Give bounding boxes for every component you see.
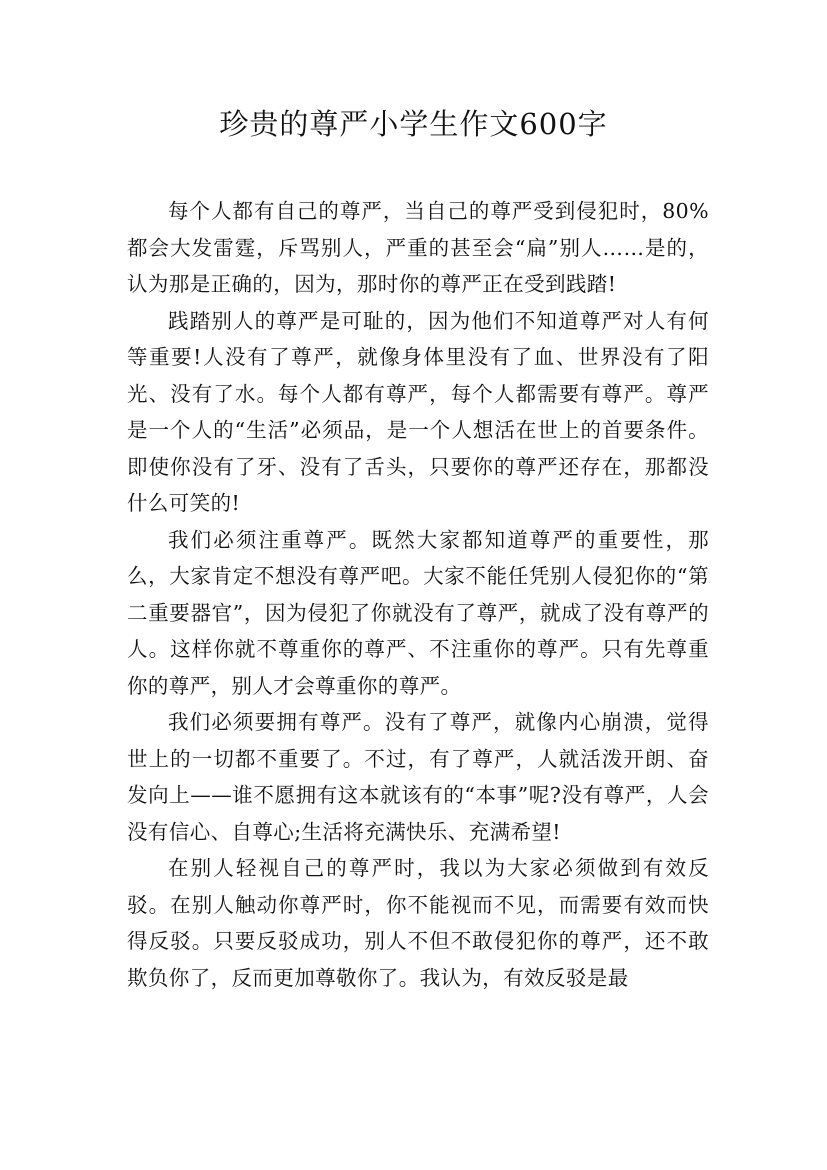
paragraph-3: 我们必须注重尊严。既然大家都知道尊严的重要性，那么，大家肯定不想没有尊严吧。大家不能任凭别人侵犯你的“第二重要器官”，因为侵犯了你就没有了尊严，就成了没有尊严的人。这样你就不尊重你的尊严、不注重你的尊严。只有先尊重你的尊严，别人才会尊重你的尊严。 bbox=[127, 527, 709, 698]
paragraph-4: 我们必须要拥有尊严。没有了尊严，就像内心崩溃，觉得世上的一切都不重要了。不过，有了尊严，人就活泼开朗、奋发向上——谁不愿拥有这本就该有的“本事”呢?没有尊严，人会没有信心、自尊心;生活将充满快乐、充满希望! bbox=[127, 710, 709, 844]
document-title: 珍贵的尊严小学生作文600字 bbox=[219, 107, 608, 141]
paragraph-5: 在别人轻视自己的尊严时，我以为大家必须做到有效反驳。在别人触动你尊严时，你不能视而不见，而需要有效而快得反驳。只要反驳成功，别人不但不敢侵犯你的尊严，还不敢欺负你了，反而更加尊敬你了。我认为，有效反驳是最 bbox=[127, 856, 709, 990]
document-body bbox=[127, 193, 709, 996]
paragraph-2: 践踏别人的尊严是可耻的，因为他们不知道尊严对人有何等重要!人没有了尊严，就像身体里没有了血、世界没有了阳光、没有了水。每个人都有尊严，每个人都需要有尊严。尊严是一个人的“生活”必须品，是一个人想活在世上的首要条件。即使你没有了牙、没有了舌头，只要你的尊严还存在，那都没什么可笑的! bbox=[127, 308, 709, 515]
paragraph-1: 每个人都有自己的尊严，当自己的尊严受到侵犯时，80%都会大发雷霆，斥骂别人，严重的甚至会“扁”别人……是的，认为那是正确的，因为，那时你的尊严正在受到践踏! bbox=[127, 199, 709, 296]
